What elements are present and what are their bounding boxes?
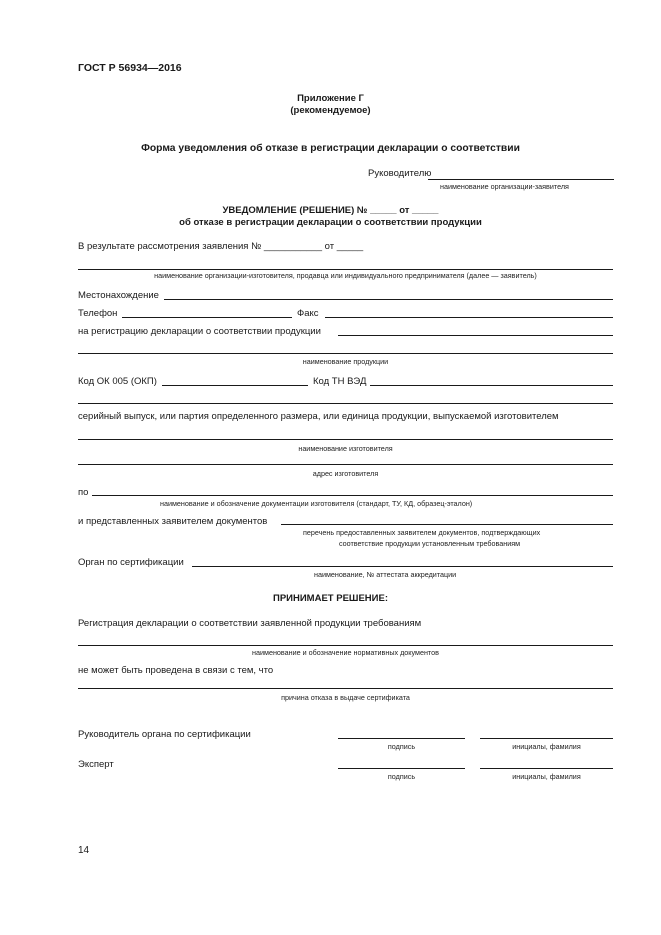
phone-field[interactable] (122, 317, 292, 318)
submitted-docs-field[interactable] (281, 524, 613, 525)
expert-name-field[interactable] (480, 768, 613, 769)
registration-requirements-text: Регистрация декларации о соответствии заявленной продукции требованиям (78, 618, 422, 629)
fax-label: Факс (297, 308, 319, 319)
tnved-field[interactable] (370, 385, 613, 386)
norm-docs-field[interactable] (78, 645, 613, 646)
registration-label: на регистрацию декларации о соответствии продукции (78, 326, 321, 337)
addressee-field[interactable] (428, 179, 614, 180)
docs-field[interactable] (92, 495, 613, 496)
head-signature-label: Руководитель органа по сертификации (78, 729, 251, 740)
head-signature-caption: подпись (387, 742, 416, 751)
decision-heading: ПРИНИМАЕТ РЕШЕНИЕ: (273, 593, 388, 604)
cannot-text: не может быть проведена в связи с тем, что (78, 665, 274, 676)
manufacturer-caption: наименование изготовителя (298, 444, 393, 453)
head-signature-field[interactable] (338, 738, 465, 739)
notice-subtitle: об отказе в регистрации декларации о соответствии продукции (179, 217, 482, 228)
applicant-caption: наименование организации-изготовителя, продавца или индивидуального предпринимателя (далее — заявитель) (154, 271, 537, 280)
form-title: Форма уведомления об отказе в регистрации декларации о соответствии (141, 143, 520, 154)
reason-caption: причина отказа в выдаче сертификата (281, 693, 410, 702)
docs-caption: наименование и обозначение документации изготовителя (стандарт, ТУ, КД, образец-эталон) (160, 499, 473, 508)
cert-body-label: Орган по сертификации (78, 557, 184, 568)
standard-number: ГОСТ Р 56934—2016 (78, 62, 182, 74)
addressee-caption: наименование организации-заявителя (440, 182, 569, 191)
phone-label: Телефон (78, 308, 118, 319)
location-field[interactable] (164, 299, 613, 300)
serial-text: серийный выпуск, или партия определенного размера, или единица продукции, выпускаемой изготовителем (78, 411, 559, 422)
submitted-caption-1: перечень предоставленных заявителем документов, подтверждающих (303, 528, 541, 537)
manufacturer-address-field[interactable] (78, 464, 613, 465)
reason-field[interactable] (78, 688, 613, 689)
notice-title: УВЕДОМЛЕНИЕ (РЕШЕНИЕ) № _____ от _____ (222, 205, 439, 216)
expert-signature-field[interactable] (338, 768, 465, 769)
manufacturer-address-caption: адрес изготовителя (312, 469, 379, 478)
product-caption: наименование продукции (302, 357, 389, 366)
submitted-label: и представленных заявителем документов (78, 516, 268, 527)
application-result-text: В результате рассмотрения заявления № ___________ от _____ (78, 241, 364, 252)
appendix-subtitle: (рекомендуемое) (290, 105, 371, 116)
product-field-1[interactable] (338, 335, 613, 336)
fax-field[interactable] (325, 317, 613, 318)
serial-field[interactable] (78, 403, 613, 404)
by-label: по (78, 487, 89, 498)
cert-body-field[interactable] (192, 566, 613, 567)
cert-body-caption: наименование, № аттестата аккредитации (314, 570, 457, 579)
head-name-caption: инициалы, фамилия (512, 742, 581, 751)
head-name-field[interactable] (480, 738, 613, 739)
manufacturer-field[interactable] (78, 439, 613, 440)
product-field-2[interactable] (78, 353, 613, 354)
expert-name-caption: инициалы, фамилия (512, 772, 581, 781)
okp-field[interactable] (162, 385, 308, 386)
norm-docs-caption: наименование и обозначение нормативных документов (252, 648, 439, 657)
expert-signature-label: Эксперт (78, 759, 114, 770)
appendix-title: Приложение Г (297, 93, 364, 104)
applicant-name-field[interactable] (78, 269, 613, 270)
tnved-label: Код ТН ВЭД (313, 376, 367, 387)
expert-signature-caption: подпись (387, 772, 416, 781)
okp-label: Код ОК 005 (ОКП) (78, 376, 157, 387)
page-number: 14 (78, 845, 90, 856)
addressee-label: Руководителю (368, 168, 432, 179)
submitted-caption-2: соответствие продукции установленным требованиям (339, 539, 521, 548)
location-label: Местонахождение (78, 290, 159, 301)
